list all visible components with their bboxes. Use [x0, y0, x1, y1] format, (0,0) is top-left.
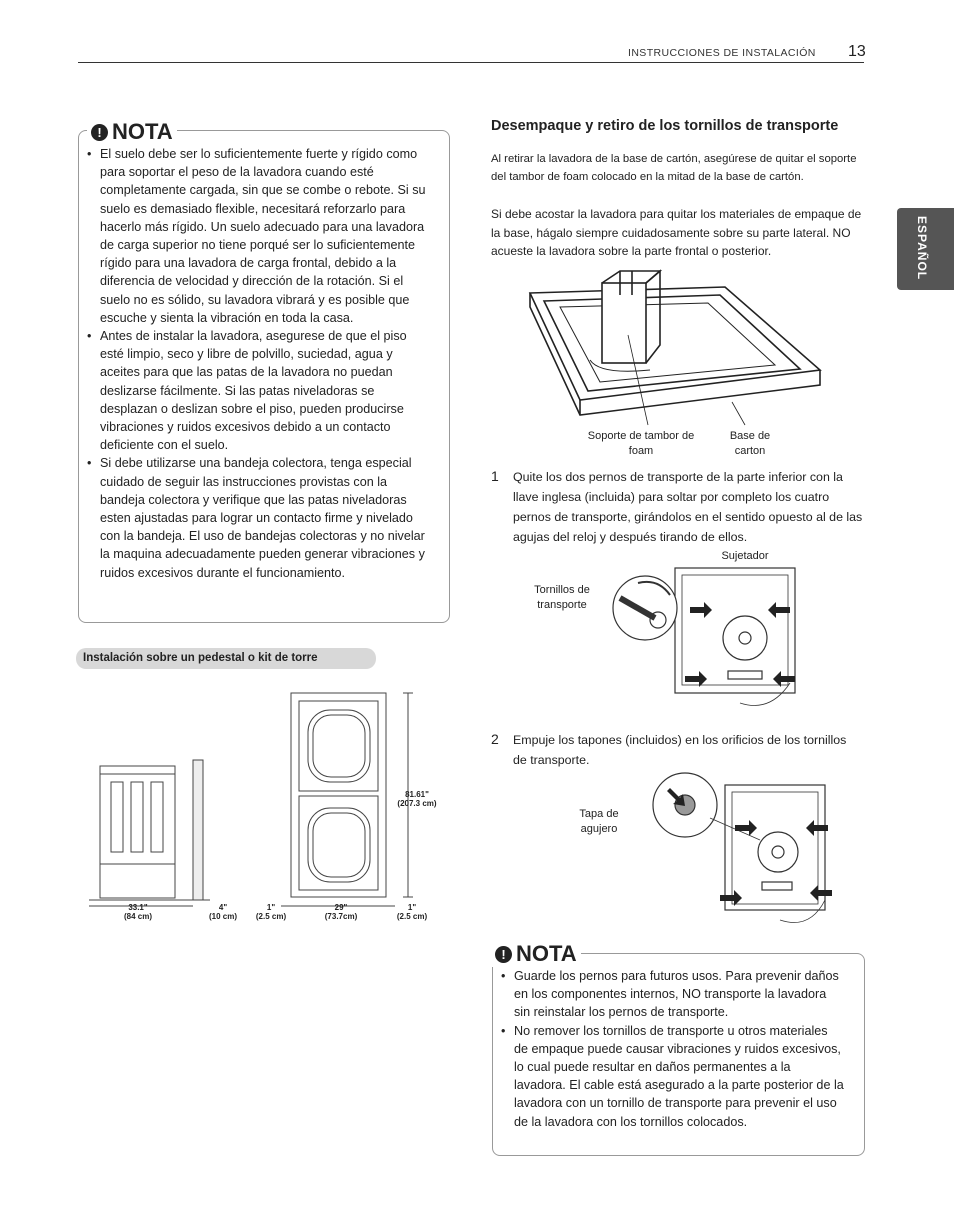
dim-stack — [316, 903, 366, 921]
nota-title-text: NOTA — [112, 119, 173, 144]
dim-side-right — [390, 903, 434, 921]
arrow-icon — [720, 890, 742, 906]
arrow-icon — [810, 885, 832, 901]
label-foam-support: Soporte de tambor de foam — [587, 430, 695, 457]
dim-height — [392, 790, 442, 808]
nota-right-list — [496, 967, 844, 1131]
label-cardboard-base: Base de carton — [729, 430, 771, 457]
unpack-heading: Desempaque y retiro de los tornillos de transporte — [491, 118, 839, 134]
washer-rear-bolts-illustration — [600, 563, 805, 723]
dim-side-in: 1" — [266, 903, 276, 912]
list-item: • Antes de instalar la lavadora, asegurese de que el piso esté limpio, seco y libre de polvillo, suciedad, agua y aceites para que las patas de la lavadora no puedan deslizarse fácilmente. Si las patas niveladoras se desplazan o deslizan sobre el piso, pueden producirse vibraciones y ruidos excesivos debido a un contacto deficiente con el suelo. — [100, 327, 430, 454]
label-tapa-agujero: Tapa de agujero — [579, 808, 619, 835]
dim-side2-in: 1" — [407, 903, 417, 912]
arrow-icon — [773, 671, 795, 687]
dim-stack-cm: (73.7cm) — [324, 912, 358, 921]
dim-gap-cm: (10 cm) — [208, 912, 237, 921]
nota-left-list — [82, 145, 430, 582]
header-section-title: INSTRUCCIONES DE INSTALACIÓN — [628, 47, 816, 59]
arrow-icon — [685, 671, 707, 687]
arrow-icon — [690, 602, 712, 618]
wrench-zoom-circle — [613, 576, 677, 640]
dim-height-cm: (207.3 cm) — [397, 799, 437, 808]
pedestal-dimension-diagram — [85, 688, 440, 928]
dim-stack-in: 29" — [334, 903, 348, 912]
washer-rear-caps-illustration — [640, 770, 835, 935]
dim-width-cm: (84 cm) — [123, 912, 152, 921]
header-rule — [78, 62, 864, 63]
unpack-paragraph-1: Al retirar la lavadora de la base de cartón, asegúrese de quitar el soporte del tambor de foam colocado en la mitad de la base de cartón. — [491, 153, 857, 183]
step-1-text: Quite los dos pernos de transporte de la parte inferior con la llave inglesa (incluida) para soltar por completo los cuatro pernos de transporte, girándolos en el sentido opuesto al de las agujas del reloj y después tirando de ellos. — [513, 470, 863, 544]
warning-icon: ! — [91, 124, 108, 141]
dim-side-cm: (2.5 cm) — [255, 912, 287, 921]
cardboard-base-illustration — [520, 265, 840, 435]
wall — [193, 760, 203, 900]
language-tab — [897, 208, 954, 290]
dim-side2-cm: (2.5 cm) — [396, 912, 428, 921]
step-2-number: 2 — [491, 731, 499, 747]
page-number: 13 — [848, 43, 866, 60]
dim-width — [113, 903, 163, 921]
nota-title-text: NOTA — [516, 941, 577, 966]
nota-box-left — [78, 119, 450, 623]
stacked-unit — [291, 693, 386, 897]
nota-box-right — [492, 941, 865, 1156]
foam-support — [602, 283, 646, 363]
warning-icon: ! — [495, 946, 512, 963]
label-tornillos-transporte: Tornillos de transporte — [534, 584, 590, 611]
dim-side-left — [251, 903, 291, 921]
dim-gap-in: 4" — [218, 903, 228, 912]
dim-width-in: 33.1" — [128, 903, 148, 912]
language-tab-label: ESPAÑOL — [915, 216, 929, 281]
nota-title-right — [491, 941, 581, 967]
arrow-icon — [768, 602, 790, 618]
dim-gap — [203, 903, 243, 921]
list-item: • Si debe utilizarse una bandeja colectora, tenga especial cuidado de seguir las instrucciones provistas con la bandeja colectora y verifique que las patas niveladoras esten ajustadas para lograr un contacto firme y nivelado con la bandeja. El uso de bandejas colectoras y no nivelar la maquina adecuadamente pueden generar vibraciones y ruidos excesivos durante el funcionamiento. — [100, 454, 430, 581]
list-item: • No remover los tornillos de transporte u otros materiales de empaque puede causar vibraciones y ruidos excesivos, lo cual puede resultar en daños permanentes a la lavadora. El cable está asegurado a la parte posterior de la lavadora con un tornillo de transporte para prevenir el uso de la lavadora con los tornillos colocados. — [514, 1022, 844, 1131]
unpack-paragraph-2: Si debe acostar la lavadora para quitar los materiales de empaque de la base, hágalo siempre cuidadosamente sobre su parte lateral. NO acueste la lavadora sobre la parte frontal o posterior. — [491, 207, 862, 258]
label-sujetador: Sujetador — [721, 550, 769, 562]
list-item: • Guarde los pernos para futuros usos. Para prevenir daños en los componentes internos, NO transporte la lavadora sin reinstalar los pernos de transporte. — [514, 967, 844, 1022]
pedestal-heading: Instalación sobre un pedestal o kit de torre — [76, 648, 376, 669]
step-2-text: Empuje los tapones (incluidos) en los orificios de los tornillos de transporte. — [513, 733, 847, 767]
list-item: • El suelo debe ser lo suficientemente fuerte y rígido como para soportar el peso de la lavadora cuando esté completamente cargada, sin que se combe o rebote. Si su suelo es demasiado flexible, necesitará reforzarlo para hacerlo más rígido. Un suelo adecuado para una lavadora de carga superior no tiene porqué ser lo suficientemente rígido para una lavadora de carga frontal, debido a la diferencia de velocidad y dirección de la rotación. Si el suelo no es sólido, su lavadora vibrará y es posible que escuche y sienta la vibración en toda la casa. — [100, 145, 430, 327]
step-1-number: 1 — [491, 468, 499, 484]
dim-height-in: 81.61" — [405, 790, 429, 799]
nota-title-left — [87, 119, 177, 145]
